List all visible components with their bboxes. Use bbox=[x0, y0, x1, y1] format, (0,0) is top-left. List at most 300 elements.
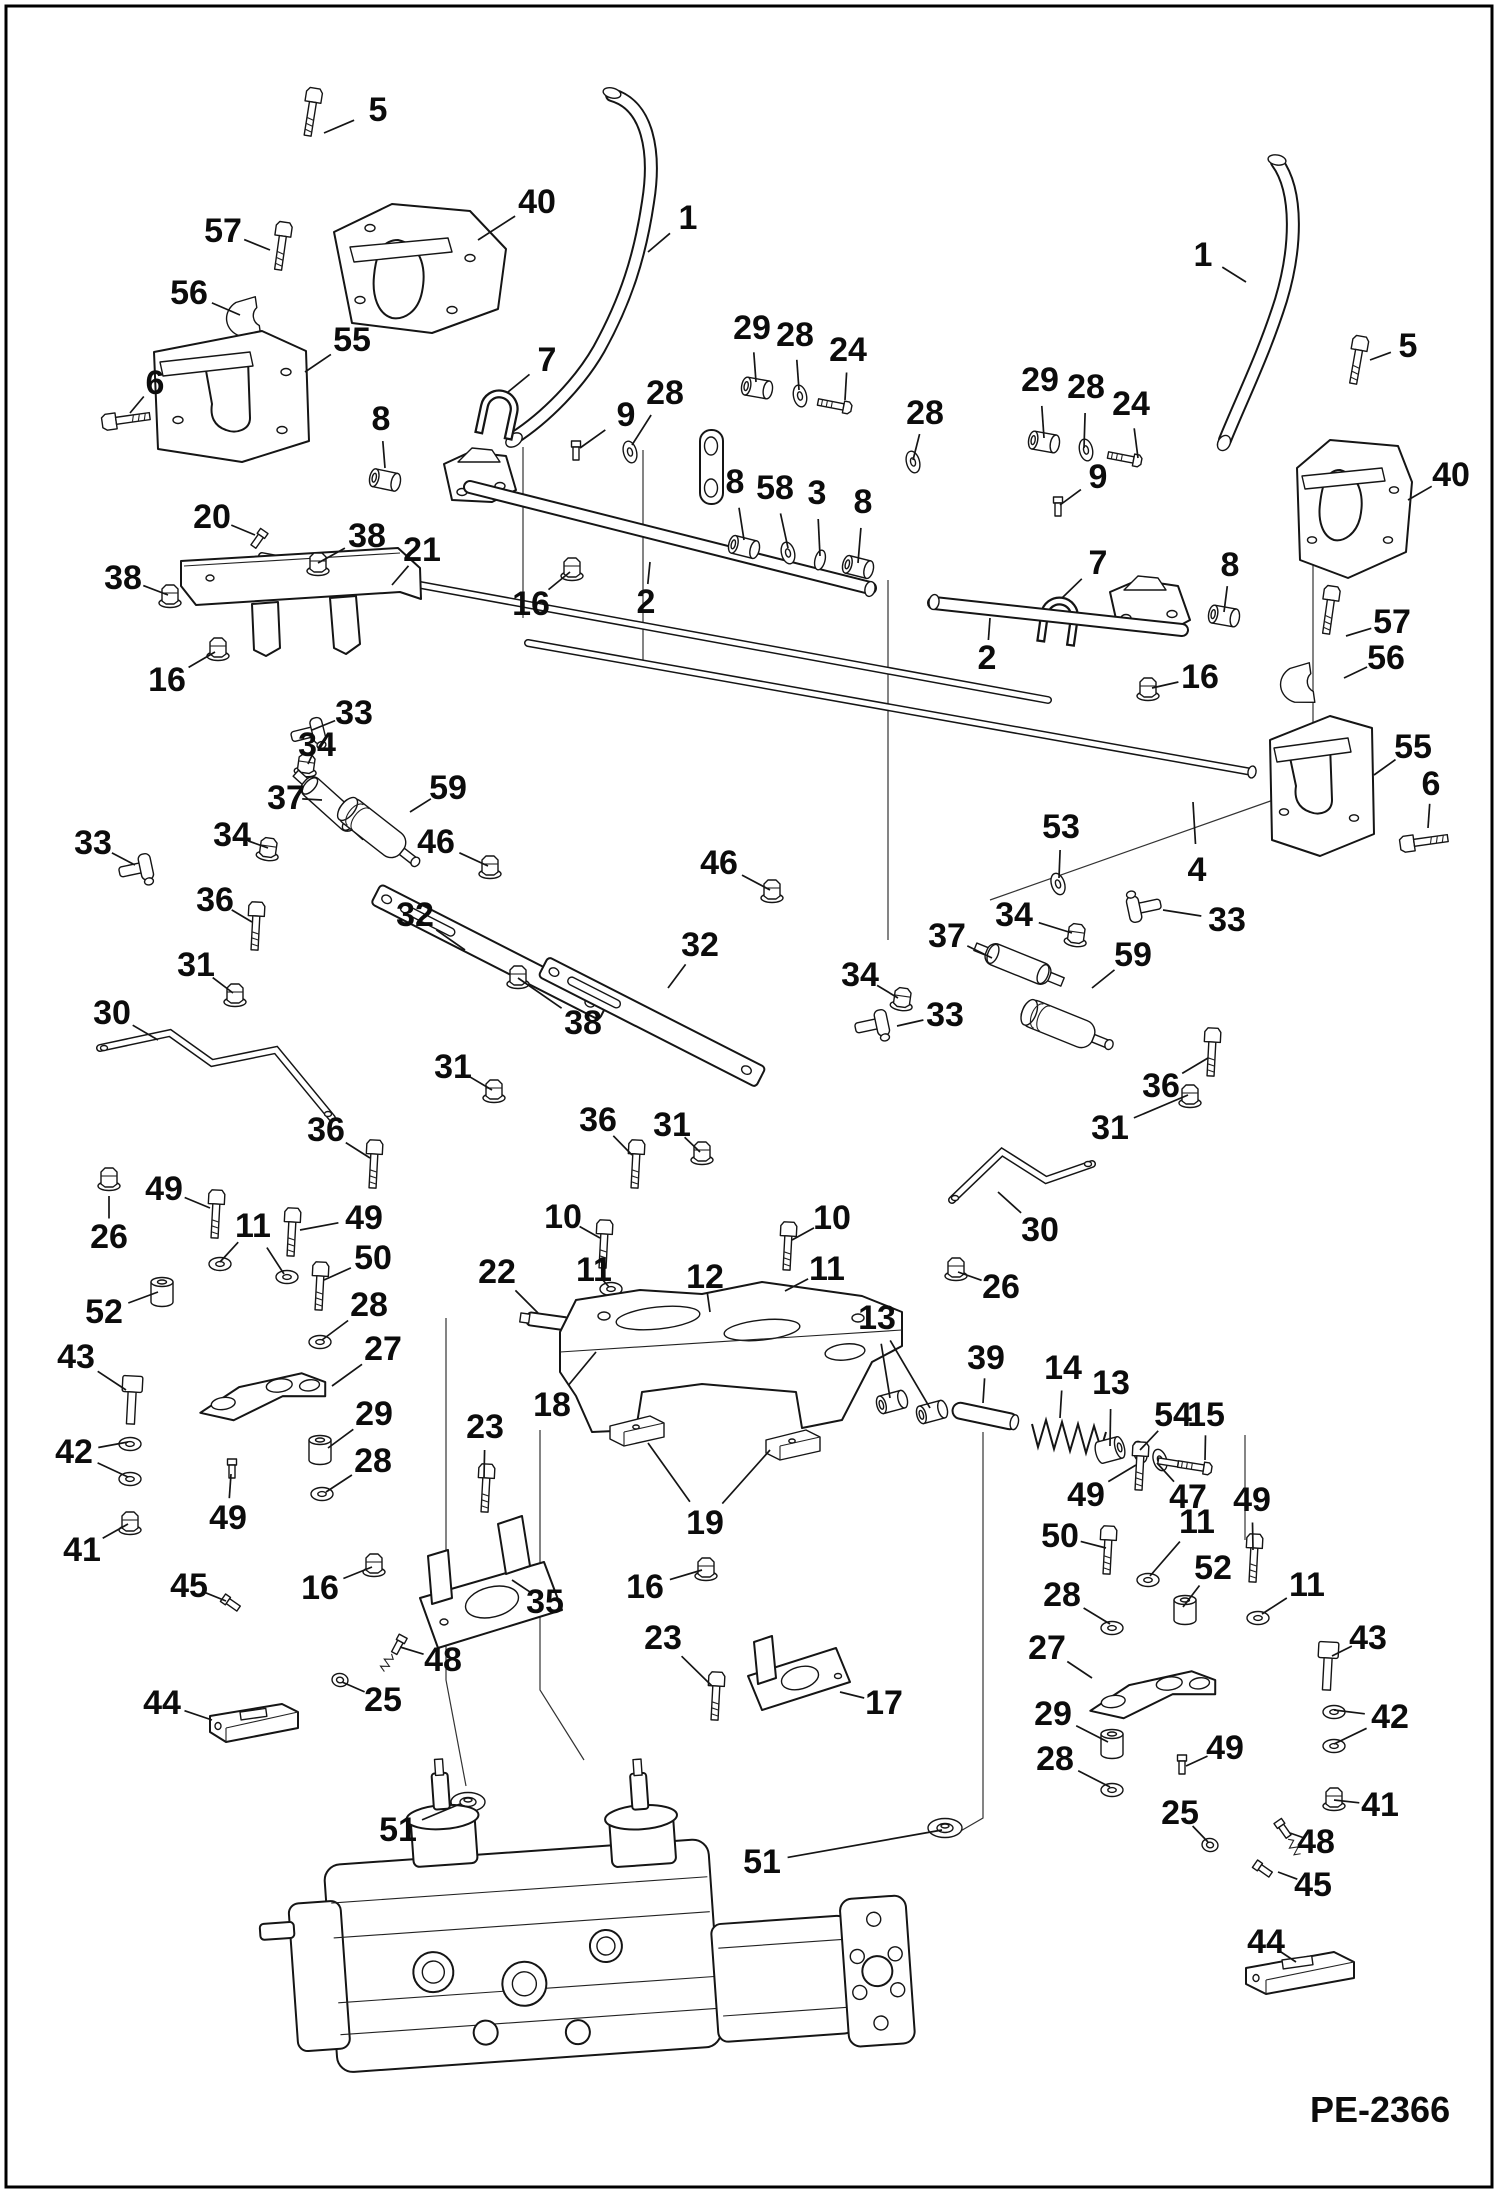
callout-14-83: 14 bbox=[1044, 1349, 1082, 1387]
callout-4-42: 4 bbox=[1187, 851, 1207, 889]
callout-44-128: 44 bbox=[1247, 1923, 1285, 1961]
callout-55-39: 55 bbox=[1394, 728, 1432, 766]
strap-30-left bbox=[100, 1033, 332, 1118]
spring-screw-48-a bbox=[379, 1633, 407, 1673]
nut-41-a bbox=[119, 1512, 141, 1535]
callout-25-104: 25 bbox=[364, 1681, 402, 1719]
callout-29-97: 29 bbox=[355, 1395, 393, 1433]
callout-51-106: 51 bbox=[379, 1811, 417, 1849]
callout-48-103: 48 bbox=[424, 1641, 462, 1679]
bolt-6-right bbox=[1399, 830, 1449, 853]
bushing-25-a bbox=[331, 1672, 349, 1688]
callout-leader-39 bbox=[983, 1378, 985, 1403]
callout-57-37: 57 bbox=[1373, 603, 1411, 641]
nut-16-right bbox=[1137, 678, 1159, 701]
callout-34-47: 34 bbox=[841, 956, 879, 994]
callout-49-90: 49 bbox=[345, 1199, 383, 1237]
callout-1-6: 1 bbox=[678, 199, 698, 237]
strap-30-right bbox=[952, 1152, 1093, 1201]
callout-leader-34 bbox=[1039, 923, 1072, 933]
callout-47-87: 47 bbox=[1169, 1478, 1207, 1516]
nut-26-right bbox=[945, 1258, 967, 1281]
callout-33-56: 33 bbox=[74, 824, 112, 862]
callout-31-61: 31 bbox=[177, 946, 215, 984]
control-rod-4 bbox=[528, 643, 1257, 779]
callout-10-75: 10 bbox=[813, 1199, 851, 1237]
bolt-5-right bbox=[1345, 335, 1369, 385]
link-plate-left bbox=[700, 430, 723, 504]
callout-49-99: 49 bbox=[209, 1499, 247, 1537]
callout-23-109: 23 bbox=[644, 1619, 682, 1657]
callout-leader-36 bbox=[1182, 1058, 1208, 1073]
callout-50-112: 50 bbox=[1041, 1517, 1079, 1555]
callout-leader-42 bbox=[98, 1463, 128, 1477]
callout-28-117: 28 bbox=[1043, 1576, 1081, 1614]
callout-32-58: 32 bbox=[681, 926, 719, 964]
nut-31-left bbox=[224, 984, 246, 1007]
callout-leader-20 bbox=[231, 525, 255, 535]
bushing-25-b bbox=[1201, 1837, 1219, 1853]
callout-26-71: 26 bbox=[982, 1268, 1020, 1306]
callout-16-108: 16 bbox=[626, 1568, 664, 1606]
nut-11-e bbox=[1247, 1612, 1269, 1625]
callout-8-21: 8 bbox=[725, 463, 745, 501]
callout-leader-51 bbox=[788, 1830, 942, 1857]
rod-end-33-r2 bbox=[853, 1009, 892, 1047]
callout-leader-29 bbox=[328, 1429, 353, 1448]
bolt-50-b bbox=[1099, 1526, 1117, 1575]
washer-53 bbox=[1048, 872, 1067, 897]
callout-33-48: 33 bbox=[926, 996, 964, 1034]
callout-leader-23 bbox=[484, 1450, 485, 1478]
callout-leader-17 bbox=[840, 1692, 864, 1698]
bolt-5-left bbox=[300, 87, 323, 137]
callout-32-57: 32 bbox=[396, 896, 434, 934]
callout-22-78: 22 bbox=[478, 1253, 516, 1291]
callout-leader-19 bbox=[648, 1443, 690, 1502]
callout-31-69: 31 bbox=[1091, 1109, 1129, 1147]
callout-leader-11 bbox=[1150, 1542, 1180, 1576]
washer-51-b bbox=[928, 1819, 962, 1838]
washer-42-a1 bbox=[119, 1438, 141, 1451]
callout-leader-44 bbox=[185, 1711, 213, 1720]
callout-40-5: 40 bbox=[518, 183, 556, 221]
callout-17-110: 17 bbox=[865, 1684, 903, 1722]
callout-leader-14 bbox=[1060, 1391, 1062, 1419]
bolt-49-b bbox=[283, 1208, 301, 1257]
nut-16-c bbox=[695, 1558, 717, 1581]
bolt-50-a bbox=[311, 1262, 329, 1311]
callout-37-45: 37 bbox=[928, 917, 966, 955]
bolt-23-b bbox=[707, 1672, 725, 1721]
nut-38-a bbox=[307, 553, 329, 576]
callout-37-53: 37 bbox=[267, 779, 305, 817]
callout-leader-25 bbox=[342, 1682, 365, 1692]
bolt-20 bbox=[250, 528, 268, 549]
callout-5-0: 5 bbox=[368, 91, 388, 129]
callout-leader-13 bbox=[1110, 1409, 1111, 1446]
callout-28-120: 28 bbox=[1036, 1740, 1074, 1778]
gear-pump bbox=[710, 1895, 916, 2056]
callout-36-64: 36 bbox=[307, 1111, 345, 1149]
roller-59-right bbox=[1018, 997, 1118, 1059]
callout-12-74: 12 bbox=[686, 1258, 724, 1296]
callout-33-44: 33 bbox=[1208, 901, 1246, 939]
callout-29-18: 29 bbox=[733, 309, 771, 347]
callout-11-89: 11 bbox=[235, 1207, 271, 1245]
bushing-13-a2 bbox=[915, 1399, 950, 1424]
bracket-40-left bbox=[334, 204, 506, 333]
callout-leader-27 bbox=[332, 1364, 362, 1386]
callout-leader-29 bbox=[754, 352, 756, 382]
nut-11-d bbox=[1137, 1574, 1159, 1587]
callout-16-35: 16 bbox=[1181, 658, 1219, 696]
callout-21-11: 21 bbox=[403, 531, 441, 569]
link-rod-39 bbox=[951, 1401, 1020, 1431]
callout-leader-28 bbox=[1084, 413, 1085, 448]
callout-24-28: 24 bbox=[1112, 385, 1150, 423]
washer-42-b1 bbox=[1323, 1706, 1345, 1719]
callout-leader-2 bbox=[648, 562, 650, 584]
callout-34-52: 34 bbox=[298, 726, 336, 764]
callout-25-125: 25 bbox=[1161, 1794, 1199, 1832]
callout-leader-11 bbox=[267, 1248, 284, 1274]
bolt-36-cl bbox=[365, 1140, 383, 1189]
callout-leader-16 bbox=[549, 572, 571, 590]
callout-leader-7 bbox=[1062, 579, 1082, 598]
mount-block-19-b bbox=[766, 1430, 820, 1460]
callout-59-54: 59 bbox=[429, 769, 467, 807]
callout-16-13: 16 bbox=[148, 661, 186, 699]
callout-33-51: 33 bbox=[335, 694, 373, 732]
set-screw-49-f bbox=[1178, 1755, 1187, 1774]
callout-49-115: 49 bbox=[1233, 1481, 1271, 1519]
bolt-36-right bbox=[1203, 1028, 1221, 1077]
nut-38-c bbox=[507, 966, 529, 989]
callout-10-72: 10 bbox=[544, 1198, 582, 1236]
callout-48-126: 48 bbox=[1297, 1823, 1335, 1861]
callout-50-91: 50 bbox=[354, 1239, 392, 1277]
callout-18-79: 18 bbox=[533, 1386, 571, 1424]
callout-28-92: 28 bbox=[350, 1286, 388, 1324]
nut-26-left bbox=[98, 1168, 120, 1191]
callout-56-2: 56 bbox=[170, 274, 208, 312]
plate-27-b bbox=[1087, 1668, 1219, 1722]
callout-36-60: 36 bbox=[196, 881, 234, 919]
washer-28-c bbox=[309, 1336, 331, 1349]
callout-leader-28 bbox=[322, 1321, 348, 1341]
callout-leader-9 bbox=[580, 430, 605, 448]
callout-leader-33 bbox=[897, 1020, 923, 1026]
callout-38-59: 38 bbox=[564, 1004, 602, 1042]
callout-leader-19 bbox=[722, 1450, 770, 1504]
callout-leader-24 bbox=[845, 373, 847, 401]
callout-2-36: 2 bbox=[977, 639, 997, 677]
callout-leader-27 bbox=[1067, 1662, 1092, 1679]
callout-59-46: 59 bbox=[1114, 936, 1152, 974]
callout-26-63: 26 bbox=[90, 1218, 128, 1256]
callout-leader-7 bbox=[508, 374, 530, 392]
washer-28-e bbox=[1101, 1622, 1123, 1635]
callout-leader-1 bbox=[648, 233, 670, 252]
plate-27-a bbox=[197, 1370, 329, 1424]
callout-35-107: 35 bbox=[526, 1583, 564, 1621]
bolt-10-b bbox=[779, 1222, 797, 1271]
callout-13-84: 13 bbox=[1092, 1364, 1130, 1402]
callout-38-10: 38 bbox=[348, 517, 386, 555]
washer-11-c2 bbox=[276, 1271, 298, 1284]
callout-leader-3 bbox=[818, 519, 820, 556]
callout-leader-32 bbox=[668, 964, 686, 988]
callout-leader-1 bbox=[1222, 267, 1246, 282]
callout-11-76: 11 bbox=[809, 1250, 845, 1288]
callout-leader-8 bbox=[383, 441, 385, 468]
bolt-43-a bbox=[120, 1376, 142, 1425]
callout-leader-37 bbox=[302, 799, 322, 800]
callout-leader-8 bbox=[739, 508, 744, 540]
callout-45-101: 45 bbox=[170, 1567, 208, 1605]
callout-leader-6 bbox=[130, 397, 144, 414]
callout-57-1: 57 bbox=[204, 212, 242, 250]
set-screw-9-left bbox=[572, 441, 581, 460]
bracket-17 bbox=[748, 1636, 850, 1710]
callout-leader-50 bbox=[1081, 1541, 1106, 1548]
callout-28-27: 28 bbox=[1067, 368, 1105, 406]
callout-15-86: 15 bbox=[1187, 1396, 1225, 1434]
pin-45-b bbox=[1252, 1860, 1273, 1878]
hydrostatic-pump bbox=[249, 1727, 915, 2087]
bushing-8-left bbox=[368, 468, 402, 492]
callout-31-65: 31 bbox=[434, 1048, 472, 1086]
callout-leader-2 bbox=[988, 618, 990, 640]
control-lever-right bbox=[1215, 154, 1293, 453]
callout-2-17: 2 bbox=[636, 583, 656, 621]
callout-8-24: 8 bbox=[853, 483, 873, 521]
callout-38-12: 38 bbox=[104, 559, 142, 597]
nut-41-b bbox=[1323, 1788, 1345, 1811]
jam-nut-34-r2 bbox=[890, 987, 915, 1012]
callout-23-80: 23 bbox=[466, 1408, 504, 1446]
callout-34-43: 34 bbox=[995, 896, 1033, 934]
callout-leader-5 bbox=[1370, 352, 1391, 360]
bolt-49-a bbox=[207, 1190, 225, 1239]
callout-leader-49 bbox=[1186, 1756, 1208, 1766]
callout-39-82: 39 bbox=[967, 1339, 1005, 1377]
clamp-block-44-a bbox=[210, 1704, 298, 1742]
callout-56-38: 56 bbox=[1367, 639, 1405, 677]
callout-36-66: 36 bbox=[579, 1101, 617, 1139]
callout-leader-5 bbox=[324, 120, 354, 133]
callout-28-19: 28 bbox=[776, 316, 814, 354]
callout-54-85: 54 bbox=[1154, 1396, 1192, 1434]
callout-leader-49 bbox=[1108, 1465, 1136, 1482]
callout-29-26: 29 bbox=[1021, 361, 1059, 399]
bolt-6-left bbox=[101, 408, 151, 431]
callout-55-3: 55 bbox=[333, 321, 371, 359]
u-bolt-7-left bbox=[480, 391, 517, 435]
turnbuckle-37-right bbox=[971, 937, 1066, 993]
bushing-13-a1 bbox=[875, 1389, 910, 1414]
callout-16-16: 16 bbox=[512, 585, 550, 623]
bolt-43-b bbox=[1316, 1642, 1338, 1691]
pump-servo-tower-right bbox=[601, 1757, 680, 1868]
callout-leader-28 bbox=[1078, 1771, 1110, 1787]
bolt-24-a bbox=[817, 396, 853, 414]
callout-27-118: 27 bbox=[1028, 1629, 1066, 1667]
callout-leader-28 bbox=[1084, 1608, 1110, 1624]
nut-46-a bbox=[479, 856, 501, 879]
nut-38-b bbox=[159, 585, 181, 608]
callout-49-88: 49 bbox=[145, 1170, 183, 1208]
bracket-35 bbox=[420, 1516, 562, 1648]
callout-9-14: 9 bbox=[616, 396, 636, 434]
washer-42-b2 bbox=[1323, 1740, 1345, 1753]
bushing-52-b bbox=[1174, 1596, 1196, 1625]
callout-28-25: 28 bbox=[906, 394, 944, 432]
bracket-55-right bbox=[1270, 716, 1374, 856]
callout-6-40: 6 bbox=[1421, 765, 1441, 803]
callout-43-122: 43 bbox=[1349, 1619, 1387, 1657]
washer-11-c1 bbox=[209, 1258, 231, 1271]
callout-9-32: 9 bbox=[1088, 458, 1108, 496]
callout-42-96: 42 bbox=[55, 1433, 93, 1471]
callout-leader-23 bbox=[682, 1656, 712, 1686]
callout-3-23: 3 bbox=[807, 474, 827, 512]
callout-leader-57 bbox=[244, 240, 270, 250]
washer-28-left bbox=[621, 440, 639, 465]
callout-leader-48 bbox=[400, 1647, 424, 1654]
callout-30-70: 30 bbox=[1021, 1211, 1059, 1249]
nut-16-b bbox=[363, 1554, 385, 1577]
callout-52-114: 52 bbox=[1194, 1549, 1232, 1587]
bolt-23-a bbox=[477, 1464, 495, 1513]
set-screw-9-right bbox=[1054, 497, 1063, 516]
callout-leader-11 bbox=[1262, 1598, 1287, 1614]
callout-leader-56 bbox=[1344, 667, 1367, 678]
callout-28-15: 28 bbox=[646, 374, 684, 412]
callout-leader-55 bbox=[1374, 760, 1396, 775]
bolt-49-e bbox=[1245, 1534, 1263, 1583]
callout-6-4: 6 bbox=[145, 364, 165, 402]
callout-53-41: 53 bbox=[1042, 808, 1080, 846]
callout-5-30: 5 bbox=[1398, 327, 1418, 365]
callout-40-31: 40 bbox=[1432, 456, 1470, 494]
callout-leader-30 bbox=[998, 1192, 1021, 1213]
rod-end-33-r1 bbox=[1124, 886, 1163, 924]
callout-51-129: 51 bbox=[743, 1843, 781, 1881]
callout-31-67: 31 bbox=[653, 1106, 691, 1144]
bushing-29-c bbox=[309, 1436, 331, 1465]
callout-1-29: 1 bbox=[1193, 236, 1213, 274]
callout-46-49: 46 bbox=[417, 823, 455, 861]
callout-28-98: 28 bbox=[354, 1442, 392, 1480]
callout-36-68: 36 bbox=[1142, 1067, 1180, 1105]
callout-11-116: 11 bbox=[1289, 1566, 1325, 1604]
roller-59-left bbox=[333, 794, 427, 876]
callout-45-127: 45 bbox=[1294, 1866, 1332, 1904]
nut-31-right bbox=[1179, 1085, 1201, 1108]
callout-43-95: 43 bbox=[57, 1338, 95, 1376]
callout-19-81: 19 bbox=[686, 1504, 724, 1542]
bolt-36-c bbox=[627, 1140, 645, 1189]
callout-16-102: 16 bbox=[301, 1569, 339, 1607]
callout-34-55: 34 bbox=[213, 816, 251, 854]
bolt-57-left bbox=[270, 221, 293, 271]
bolt-36-left bbox=[247, 902, 265, 951]
callout-leader-43 bbox=[98, 1371, 126, 1390]
callout-leader-42 bbox=[1334, 1728, 1367, 1744]
nut-16-a bbox=[207, 638, 229, 661]
callout-11-113: 11 bbox=[1179, 1503, 1215, 1541]
callout-20-9: 20 bbox=[193, 498, 231, 536]
callout-leader-22 bbox=[515, 1290, 538, 1313]
nut-46-b bbox=[761, 880, 783, 903]
callout-44-105: 44 bbox=[143, 1684, 181, 1722]
jam-nut-34-r1 bbox=[1064, 923, 1089, 948]
callout-46-50: 46 bbox=[700, 844, 738, 882]
callout-58-22: 58 bbox=[756, 469, 794, 507]
callout-leader-49 bbox=[300, 1223, 338, 1230]
figure-code: PE-2366 bbox=[1310, 2089, 1451, 2130]
callout-leader-4 bbox=[1193, 802, 1196, 844]
bolt-57-right bbox=[1318, 585, 1341, 635]
bracket-40-right bbox=[1297, 440, 1412, 578]
washer-28-mid bbox=[904, 450, 922, 475]
callout-8-8: 8 bbox=[371, 400, 391, 438]
callout-24-20: 24 bbox=[829, 331, 867, 369]
callout-leader-11 bbox=[220, 1242, 238, 1262]
washer-28-f bbox=[1101, 1784, 1123, 1797]
callout-leader-49 bbox=[185, 1198, 210, 1209]
callout-leader-49 bbox=[1253, 1523, 1254, 1551]
callout-leader-33 bbox=[112, 853, 135, 865]
callout-29-119: 29 bbox=[1034, 1695, 1072, 1733]
callout-30-62: 30 bbox=[93, 994, 131, 1032]
nut-31-cl bbox=[483, 1080, 505, 1103]
bracket-55-left bbox=[154, 331, 309, 462]
clamp-56-right bbox=[1278, 663, 1315, 707]
callout-49-121: 49 bbox=[1206, 1729, 1244, 1767]
callout-leader-33 bbox=[1163, 910, 1201, 916]
callout-leader-57 bbox=[1346, 628, 1371, 636]
set-screw-49-c bbox=[228, 1459, 237, 1478]
bushing-29-d bbox=[1101, 1730, 1123, 1759]
callout-13-77: 13 bbox=[858, 1299, 896, 1337]
callout-41-124: 41 bbox=[1361, 1786, 1399, 1824]
callout-42-123: 42 bbox=[1371, 1698, 1409, 1736]
callout-leader-55 bbox=[305, 354, 331, 372]
callout-leader-53 bbox=[1059, 850, 1060, 878]
callout-leader-59 bbox=[1092, 970, 1115, 988]
callout-52-94: 52 bbox=[85, 1293, 123, 1331]
callout-41-100: 41 bbox=[63, 1531, 101, 1569]
callout-leader-59 bbox=[410, 799, 431, 812]
callout-11-73: 11 bbox=[576, 1251, 612, 1289]
callout-leader-28 bbox=[326, 1475, 352, 1492]
callout-49-111: 49 bbox=[1067, 1476, 1105, 1514]
bracket-12 bbox=[560, 1282, 902, 1432]
callout-8-34: 8 bbox=[1220, 546, 1240, 584]
bushing-52-a bbox=[151, 1278, 173, 1307]
jam-nut-34-b bbox=[256, 837, 281, 862]
washer-28-a bbox=[791, 384, 808, 408]
callout-leader-15 bbox=[1205, 1435, 1206, 1460]
callout-27-93: 27 bbox=[364, 1330, 402, 1368]
callout-7-7: 7 bbox=[537, 341, 557, 379]
callout-leader-6 bbox=[1428, 804, 1430, 828]
bushing-29-a bbox=[740, 376, 774, 399]
callout-7-33: 7 bbox=[1088, 544, 1108, 582]
